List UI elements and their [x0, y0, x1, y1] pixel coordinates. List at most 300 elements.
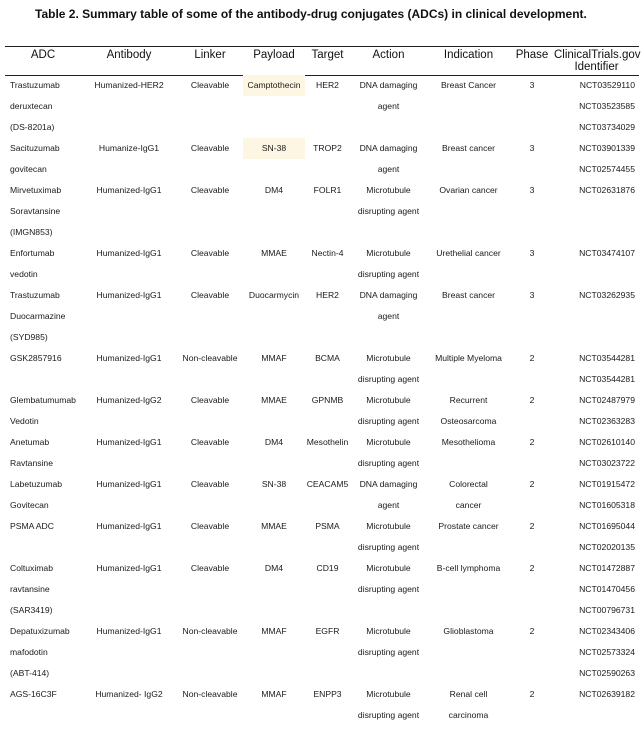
cell-target-value: Mesothelin [306, 437, 349, 447]
cell-antibody [81, 621, 177, 684]
cell-action-line: agent [377, 164, 400, 174]
cell-action-line: disrupting agent [357, 374, 420, 384]
cell-phase [510, 516, 554, 558]
cell-antibody-value: Humanized-IgG1 [96, 437, 162, 447]
cell-ids-line: NCT03523585 [579, 101, 635, 111]
cell-phase [510, 558, 554, 621]
cell-ids [554, 432, 639, 474]
cell-linker [177, 684, 243, 726]
adc-summary-table [5, 46, 639, 726]
cell-adc-line: govitecan [10, 164, 47, 174]
cell-phase-value: 2 [529, 437, 535, 447]
header-adc: ADC [30, 49, 56, 61]
cell-adc [5, 390, 81, 432]
cell-antibody [81, 516, 177, 558]
cell-payload [243, 390, 305, 432]
cell-adc-line: Trastuzumab [10, 290, 60, 300]
cell-indication [427, 75, 510, 138]
cell-adc-line: (SYD985) [10, 332, 48, 342]
cell-target-value: GPNMB [311, 395, 344, 405]
cell-action [350, 621, 427, 684]
cell-antibody [81, 684, 177, 726]
cell-phase [510, 138, 554, 180]
cell-phase [510, 348, 554, 390]
cell-ids-line: NCT03901339 [579, 143, 635, 153]
cell-payload-value: DM4 [264, 437, 284, 447]
cell-target-value: PSMA [315, 521, 340, 531]
cell-indication-line: Ovarian cancer [439, 185, 498, 195]
cell-phase-value: 2 [529, 353, 535, 363]
cell-payload-value: DM4 [264, 185, 284, 195]
cell-linker [177, 285, 243, 348]
cell-linker [177, 558, 243, 621]
cell-adc-line: Coltuximab [10, 563, 53, 573]
cell-ids-line: NCT03474107 [579, 248, 635, 258]
header-ctgov-line2: Identifier [574, 61, 619, 73]
cell-indication-line: Breast Cancer [441, 80, 496, 90]
cell-phase-value: 2 [529, 563, 535, 573]
cell-linker [177, 75, 243, 138]
cell-adc-line: deruxtecan [10, 101, 53, 111]
cell-linker [177, 621, 243, 684]
cell-indication [427, 348, 510, 390]
cell-adc-line: Ravtansine [10, 458, 53, 468]
cell-payload [243, 432, 305, 474]
cell-linker [177, 516, 243, 558]
cell-linker-value: Non-cleavable [182, 626, 238, 636]
cell-target-value: BCMA [315, 353, 340, 363]
cell-payload-value: Duocarmycin [248, 290, 300, 300]
cell-indication [427, 243, 510, 285]
cell-target-value: Nectin-4 [311, 248, 344, 258]
cell-linker [177, 432, 243, 474]
cell-action [350, 348, 427, 390]
cell-action-line: Microtubule [366, 185, 411, 195]
cell-phase [510, 180, 554, 243]
cell-ids-line: NCT02363283 [579, 416, 635, 426]
table-body [5, 75, 639, 726]
cell-indication [427, 180, 510, 243]
cell-indication [427, 432, 510, 474]
cell-action [350, 180, 427, 243]
cell-action-line: Microtubule [366, 563, 411, 573]
cell-linker-value: Cleavable [190, 437, 230, 447]
cell-payload-value: SN-38 [243, 138, 305, 159]
cell-antibody [81, 432, 177, 474]
cell-indication [427, 285, 510, 348]
cell-target [305, 432, 350, 474]
header-antibody: Antibody [106, 49, 152, 61]
cell-adc [5, 684, 81, 726]
cell-payload [243, 516, 305, 558]
cell-phase-value: 3 [529, 80, 535, 90]
cell-payload [243, 621, 305, 684]
cell-adc [5, 180, 81, 243]
table-row [5, 138, 639, 180]
cell-ids-line: NCT03529110 [579, 80, 635, 90]
cell-payload-value: DM4 [264, 563, 284, 573]
cell-ids-line: NCT02574455 [579, 164, 635, 174]
cell-action [350, 285, 427, 348]
cell-adc-line: (IMGN853) [10, 227, 53, 237]
cell-indication [427, 684, 510, 726]
header-indication: Indication [443, 49, 494, 61]
cell-adc-line: PSMA ADC [10, 521, 54, 531]
cell-action [350, 243, 427, 285]
cell-ids-line: NCT02639182 [579, 689, 635, 699]
cell-ids-line: NCT01472887 [579, 563, 635, 573]
cell-phase-value: 2 [529, 521, 535, 531]
cell-antibody-value: Humanized- IgG2 [95, 689, 163, 699]
table-row [5, 75, 639, 138]
cell-ids [554, 390, 639, 432]
cell-antibody [81, 243, 177, 285]
cell-indication-line: carcinoma [448, 710, 489, 720]
cell-ids [554, 684, 639, 726]
cell-ids [554, 75, 639, 138]
cell-ids [554, 138, 639, 180]
cell-action-line: Microtubule [366, 353, 411, 363]
cell-antibody-value: Humanized-IgG1 [96, 521, 162, 531]
cell-indication-line: Colorectal [449, 479, 488, 489]
cell-antibody-value: Humanized-IgG1 [96, 626, 162, 636]
cell-indication [427, 138, 510, 180]
cell-linker-value: Non-cleavable [182, 689, 238, 699]
cell-action-line: agent [377, 311, 400, 321]
cell-action [350, 684, 427, 726]
cell-antibody [81, 180, 177, 243]
cell-action-line: disrupting agent [357, 269, 420, 279]
cell-target-value: HER2 [316, 80, 339, 90]
cell-ids-line: NCT03734029 [579, 122, 635, 132]
cell-indication-line: Glioblastoma [443, 626, 494, 636]
cell-target-value: CD19 [316, 563, 339, 573]
cell-action-line: disrupting agent [357, 710, 420, 720]
cell-action [350, 432, 427, 474]
cell-phase-value: 2 [529, 395, 535, 405]
table-row [5, 558, 639, 621]
cell-action-line: Microtubule [366, 626, 411, 636]
cell-payload-value: MMAF [261, 689, 287, 699]
cell-payload [243, 75, 305, 138]
table-row [5, 390, 639, 432]
cell-target [305, 243, 350, 285]
cell-phase-value: 2 [529, 479, 535, 489]
cell-target [305, 621, 350, 684]
cell-linker-value: Non-cleavable [182, 353, 238, 363]
cell-target-value: FOLR1 [313, 185, 342, 195]
cell-phase [510, 285, 554, 348]
cell-phase [510, 390, 554, 432]
cell-adc-line: Glembatumumab [10, 395, 76, 405]
cell-ids-line: NCT01605318 [579, 500, 635, 510]
cell-action-line: Microtubule [366, 521, 411, 531]
cell-linker-value: Cleavable [190, 479, 230, 489]
cell-payload [243, 558, 305, 621]
cell-adc-line: Soravtansine [10, 206, 61, 216]
cell-antibody [81, 75, 177, 138]
cell-target [305, 390, 350, 432]
cell-phase-value: 3 [529, 185, 535, 195]
cell-target-value: CEACAM5 [306, 479, 349, 489]
cell-action-line: agent [377, 101, 400, 111]
cell-adc [5, 432, 81, 474]
cell-antibody-value: Humanized-IgG1 [96, 248, 162, 258]
table-row [5, 684, 639, 726]
cell-adc-line: Duocarmazine [10, 311, 66, 321]
cell-adc-line: Trastuzumab [10, 80, 60, 90]
cell-payload-value: MMAE [261, 395, 287, 405]
cell-phase [510, 621, 554, 684]
cell-phase-value: 3 [529, 248, 535, 258]
cell-action-line: Microtubule [366, 689, 411, 699]
cell-ids-line: NCT02343406 [579, 626, 635, 636]
cell-target [305, 75, 350, 138]
cell-adc-line: (DS-8201a) [10, 122, 55, 132]
cell-linker [177, 474, 243, 516]
cell-action-line: DNA damaging [359, 479, 418, 489]
cell-ids [554, 243, 639, 285]
cell-action-line: disrupting agent [357, 206, 420, 216]
cell-payload-value: Camptothecin [243, 75, 305, 96]
cell-adc [5, 474, 81, 516]
cell-payload [243, 138, 305, 180]
cell-ids-line: NCT01915472 [579, 479, 635, 489]
table-row [5, 180, 639, 243]
cell-antibody [81, 474, 177, 516]
cell-payload [243, 180, 305, 243]
cell-ids [554, 558, 639, 621]
cell-ids-line: NCT03544281 [579, 353, 635, 363]
cell-target [305, 516, 350, 558]
cell-ids-line: NCT01695044 [579, 521, 635, 531]
cell-phase [510, 684, 554, 726]
cell-phase-value: 3 [529, 143, 535, 153]
cell-ids-line: NCT02573324 [579, 647, 635, 657]
cell-antibody-value: Humanized-IgG1 [96, 479, 162, 489]
cell-adc-line: AGS-16C3F [10, 689, 57, 699]
cell-phase-value: 2 [529, 626, 535, 636]
header-payload: Payload [253, 49, 295, 61]
cell-payload-value: MMAF [261, 626, 287, 636]
header-action: Action [372, 49, 405, 61]
cell-adc-line: Enfortumab [10, 248, 55, 258]
cell-ids [554, 474, 639, 516]
header-ctgov-line1: ClinicalTrials.gov [554, 49, 641, 61]
cell-indication-line: Urethelial cancer [436, 248, 501, 258]
cell-linker-value: Cleavable [190, 290, 230, 300]
cell-adc-line: ravtansine [10, 584, 50, 594]
cell-action-line: disrupting agent [357, 542, 420, 552]
cell-adc-line: (SAR3419) [10, 605, 53, 615]
cell-antibody [81, 390, 177, 432]
cell-payload-value: MMAF [261, 353, 287, 363]
cell-indication [427, 474, 510, 516]
cell-adc-line: Sacituzumab [10, 143, 60, 153]
cell-target-value: ENPP3 [313, 689, 342, 699]
cell-payload [243, 474, 305, 516]
cell-adc-line: Depatuxizumab [10, 626, 70, 636]
cell-adc-line: Govitecan [10, 500, 49, 510]
cell-adc [5, 621, 81, 684]
cell-linker [177, 138, 243, 180]
cell-action-line: agent [377, 500, 400, 510]
table-row [5, 243, 639, 285]
cell-adc-line: Anetumab [10, 437, 50, 447]
cell-indication [427, 558, 510, 621]
cell-ids-line: NCT01470456 [579, 584, 635, 594]
cell-target [305, 138, 350, 180]
cell-indication [427, 390, 510, 432]
cell-action-line: DNA damaging [359, 80, 418, 90]
cell-payload-value: MMAE [261, 521, 287, 531]
cell-ids-line: NCT02610140 [579, 437, 635, 447]
table-caption: Table 2. Summary table of some of the antibody-drug conjugates (ADCs) in clinical development. [35, 7, 587, 21]
cell-indication-line: cancer [455, 500, 482, 510]
cell-antibody-value: Humanize-IgG1 [98, 143, 160, 153]
cell-ids-line: NCT02487979 [579, 395, 635, 405]
cell-action [350, 474, 427, 516]
cell-indication-line: Renal cell [449, 689, 488, 699]
cell-ids-line: NCT03023722 [579, 458, 635, 468]
cell-target-value: TROP2 [313, 143, 342, 153]
header-linker: Linker [194, 49, 226, 61]
cell-antibody [81, 138, 177, 180]
cell-linker-value: Cleavable [190, 80, 230, 90]
cell-phase-value: 3 [529, 290, 535, 300]
cell-indication-line: Recurrent [449, 395, 488, 405]
cell-action-line: disrupting agent [357, 416, 420, 426]
cell-action-line: DNA damaging [359, 143, 418, 153]
cell-linker [177, 390, 243, 432]
cell-linker-value: Cleavable [190, 143, 230, 153]
cell-linker-value: Cleavable [190, 563, 230, 573]
cell-adc-line: mafodotin [10, 647, 48, 657]
cell-ids [554, 285, 639, 348]
cell-adc [5, 348, 81, 390]
table-row [5, 348, 639, 390]
cell-target [305, 180, 350, 243]
table-row [5, 516, 639, 558]
cell-action-line: disrupting agent [357, 584, 420, 594]
cell-adc [5, 558, 81, 621]
header-phase: Phase [515, 49, 549, 61]
cell-linker [177, 180, 243, 243]
cell-adc [5, 75, 81, 138]
cell-antibody-value: Humanized-HER2 [94, 80, 164, 90]
cell-action-line: DNA damaging [359, 290, 418, 300]
cell-linker-value: Cleavable [190, 395, 230, 405]
cell-linker-value: Cleavable [190, 248, 230, 258]
cell-action [350, 558, 427, 621]
table-row [5, 621, 639, 684]
cell-antibody [81, 558, 177, 621]
cell-linker-value: Cleavable [190, 521, 230, 531]
cell-adc [5, 285, 81, 348]
cell-ids-line: NCT03262935 [579, 290, 635, 300]
cell-payload [243, 348, 305, 390]
cell-target [305, 474, 350, 516]
table-row [5, 432, 639, 474]
table-row [5, 285, 639, 348]
cell-phase [510, 75, 554, 138]
cell-action-line: disrupting agent [357, 647, 420, 657]
cell-adc-line: (ABT-414) [10, 668, 50, 678]
cell-ids [554, 348, 639, 390]
cell-action-line: Microtubule [366, 395, 411, 405]
cell-action [350, 75, 427, 138]
cell-adc-line: Labetuzumab [10, 479, 63, 489]
cell-ids-line: NCT02631876 [579, 185, 635, 195]
cell-indication-line: Breast cancer [441, 290, 496, 300]
cell-action [350, 516, 427, 558]
cell-phase-value: 2 [529, 689, 535, 699]
header-target: Target [311, 49, 344, 61]
cell-antibody-value: Humanized-IgG1 [96, 290, 162, 300]
cell-target [305, 348, 350, 390]
cell-target-value: EGFR [315, 626, 340, 636]
cell-linker [177, 348, 243, 390]
cell-payload-value: SN-38 [261, 479, 287, 489]
cell-ids-line: NCT02020135 [579, 542, 635, 552]
cell-indication [427, 621, 510, 684]
cell-ids-line: NCT00796731 [579, 605, 635, 615]
cell-action [350, 138, 427, 180]
cell-phase [510, 474, 554, 516]
cell-action-line: disrupting agent [357, 458, 420, 468]
cell-payload [243, 243, 305, 285]
cell-ids-line: NCT03544281 [579, 374, 635, 384]
cell-antibody-value: Humanized-IgG1 [96, 353, 162, 363]
cell-adc-line: Mirvetuximab [10, 185, 62, 195]
cell-antibody-value: Humanized-IgG1 [96, 563, 162, 573]
cell-indication-line: Breast cancer [441, 143, 496, 153]
cell-indication [427, 516, 510, 558]
cell-action-line: Microtubule [366, 248, 411, 258]
cell-phase [510, 243, 554, 285]
cell-ids [554, 621, 639, 684]
cell-target [305, 285, 350, 348]
cell-target [305, 684, 350, 726]
cell-linker [177, 243, 243, 285]
cell-payload-value: MMAE [261, 248, 287, 258]
cell-target-value: HER2 [316, 290, 339, 300]
cell-ids [554, 180, 639, 243]
cell-action [350, 390, 427, 432]
cell-antibody [81, 285, 177, 348]
header-row [5, 46, 639, 75]
cell-action-line: Microtubule [366, 437, 411, 447]
cell-antibody [81, 348, 177, 390]
cell-indication-line: Mesothelioma [441, 437, 496, 447]
header-clinicaltrials-identifier [554, 46, 639, 75]
table-row [5, 474, 639, 516]
cell-adc [5, 516, 81, 558]
cell-indication-line: Multiple Myeloma [435, 353, 502, 363]
cell-indication-line: Osteosarcoma [440, 416, 497, 426]
cell-indication-line: Prostate cancer [438, 521, 499, 531]
cell-adc-line: Vedotin [10, 416, 39, 426]
cell-adc [5, 243, 81, 285]
cell-payload [243, 684, 305, 726]
cell-target [305, 558, 350, 621]
cell-ids-line: NCT02590263 [579, 668, 635, 678]
cell-phase [510, 432, 554, 474]
cell-adc-line: vedotin [10, 269, 38, 279]
cell-payload [243, 285, 305, 348]
cell-adc [5, 138, 81, 180]
cell-linker-value: Cleavable [190, 185, 230, 195]
